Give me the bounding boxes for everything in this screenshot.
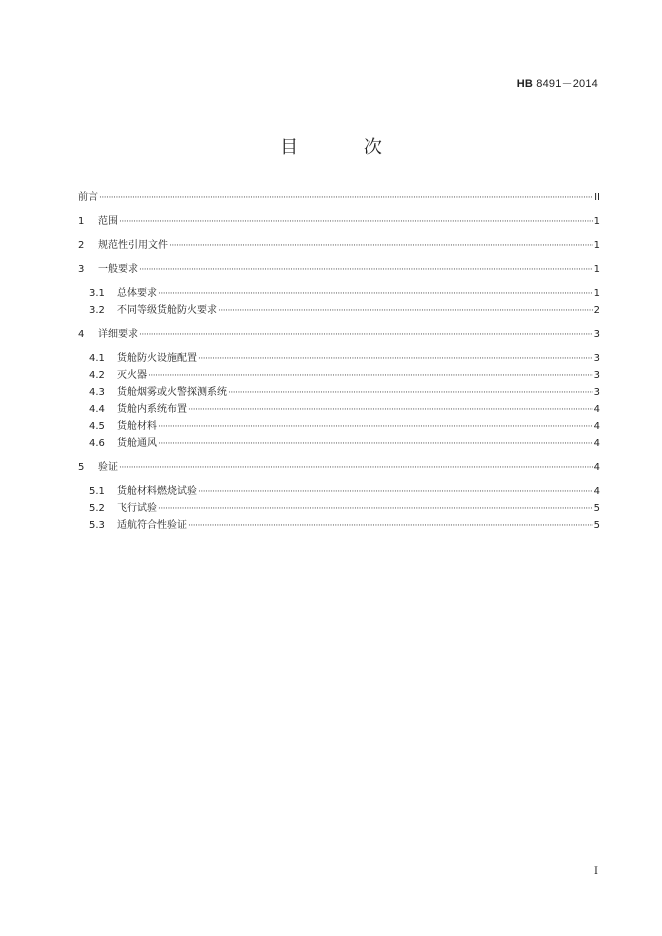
toc-entry-page: 1: [593, 288, 600, 299]
toc-entry[interactable]: [78, 417, 600, 434]
toc-dot-leader: [139, 265, 593, 275]
toc-entry-number: 4.1: [89, 353, 105, 364]
toc-entry-label: 适航符合性验证: [117, 520, 187, 531]
toc-entry[interactable]: [78, 366, 600, 383]
toc-entry-number: 5.2: [89, 503, 105, 514]
toc-dot-leader: [158, 504, 593, 514]
toc-entry-number: 2: [78, 240, 85, 251]
toc-entry-label: 货舱内系统布置: [117, 404, 187, 415]
toc-entry-page: 4: [593, 404, 600, 415]
toc-entry-page: 1: [593, 264, 600, 275]
toc-entry-page: 2: [593, 305, 600, 316]
toc-entry-label: 货舱材料: [117, 421, 157, 432]
toc-entry[interactable]: [78, 516, 600, 533]
standard-prefix: HB: [516, 78, 533, 90]
toc-entry-number: 1: [78, 216, 85, 227]
toc-entry[interactable]: [78, 188, 600, 205]
toc-entry[interactable]: [78, 212, 600, 229]
toc-entry-label: 总体要求: [117, 288, 157, 299]
toc-entry-number: 3.1: [89, 288, 105, 299]
toc-entry-number: 4.5: [89, 421, 105, 432]
toc-entry-page: 4: [593, 462, 600, 473]
toc-entry-page: 4: [593, 438, 600, 449]
toc-entry-number: 3: [78, 264, 85, 275]
toc-dot-leader: [158, 289, 593, 299]
toc-dot-leader: [119, 463, 593, 473]
toc-entry[interactable]: [78, 458, 600, 475]
toc-entry-label: 不同等级货舱防火要求: [117, 305, 217, 316]
toc-dot-leader: [188, 521, 593, 531]
page-title: 目 次: [280, 137, 412, 158]
toc-entry[interactable]: [78, 499, 600, 516]
toc-dot-leader: [139, 330, 593, 340]
standard-code: [517, 75, 598, 91]
toc-entry-page: 1: [593, 240, 600, 251]
toc-entry[interactable]: [78, 482, 600, 499]
toc-entry-number: 4: [78, 329, 85, 340]
toc-entry-page: 5: [593, 503, 600, 514]
toc-entry-label: 灭火器: [117, 370, 147, 381]
toc-entry-label: 前言: [78, 192, 98, 203]
page-number: I: [594, 866, 598, 877]
toc-entry-number: 5.3: [89, 520, 105, 531]
toc-entry[interactable]: [78, 260, 600, 277]
toc-entry[interactable]: [78, 349, 600, 366]
toc-dot-leader: [119, 217, 593, 227]
toc-dot-leader: [188, 405, 593, 415]
toc-entry-number: 5: [78, 462, 85, 473]
toc-entry-label: 范围: [98, 216, 118, 227]
toc-entry-page: II: [594, 192, 600, 203]
toc-entry-page: 3: [593, 387, 600, 398]
toc-entry-number: 4.4: [89, 404, 105, 415]
toc-entry-page: 1: [593, 216, 600, 227]
toc-entry-number: 5.1: [89, 486, 105, 497]
toc-dot-leader: [169, 241, 593, 251]
toc-entry-label: 货舱防火设施配置: [117, 353, 197, 364]
toc-entry[interactable]: [78, 284, 600, 301]
toc-entry-label: 货舱烟雾或火警探测系统: [117, 387, 227, 398]
toc-dot-leader: [158, 439, 593, 449]
table-of-contents: [78, 188, 600, 533]
standard-number: 8491－2014: [536, 78, 598, 90]
toc-entry-label: 详细要求: [98, 329, 138, 340]
toc-entry-number: 4.3: [89, 387, 105, 398]
toc-entry-label: 规范性引用文件: [98, 240, 168, 251]
toc-entry-page: 3: [593, 353, 600, 364]
toc-entry-page: 4: [593, 421, 600, 432]
toc-dot-leader: [198, 354, 593, 364]
toc-entry[interactable]: [78, 236, 600, 253]
toc-dot-leader: [148, 371, 593, 381]
toc-entry[interactable]: [78, 400, 600, 417]
toc-dot-leader: [158, 422, 593, 432]
toc-entry-label: 验证: [98, 462, 118, 473]
toc-entry-page: 4: [593, 486, 600, 497]
toc-dot-leader: [228, 388, 593, 398]
toc-entry[interactable]: [78, 434, 600, 451]
toc-entry-page: 3: [593, 370, 600, 381]
toc-entry[interactable]: [78, 325, 600, 342]
toc-entry[interactable]: [78, 383, 600, 400]
toc-entry-number: 4.6: [89, 438, 105, 449]
toc-entry-page: 5: [593, 520, 600, 531]
toc-entry-label: 飞行试验: [117, 503, 157, 514]
toc-entry[interactable]: [78, 301, 600, 318]
toc-entry-label: 货舱通风: [117, 438, 157, 449]
toc-entry-number: 4.2: [89, 370, 105, 381]
toc-dot-leader: [198, 487, 593, 497]
toc-entry-page: 3: [593, 329, 600, 340]
toc-dot-leader: [99, 193, 593, 203]
toc-entry-number: 3.2: [89, 305, 105, 316]
toc-dot-leader: [218, 306, 593, 316]
toc-entry-label: 一般要求: [98, 264, 138, 275]
toc-entry-label: 货舱材料燃烧试验: [117, 486, 197, 497]
